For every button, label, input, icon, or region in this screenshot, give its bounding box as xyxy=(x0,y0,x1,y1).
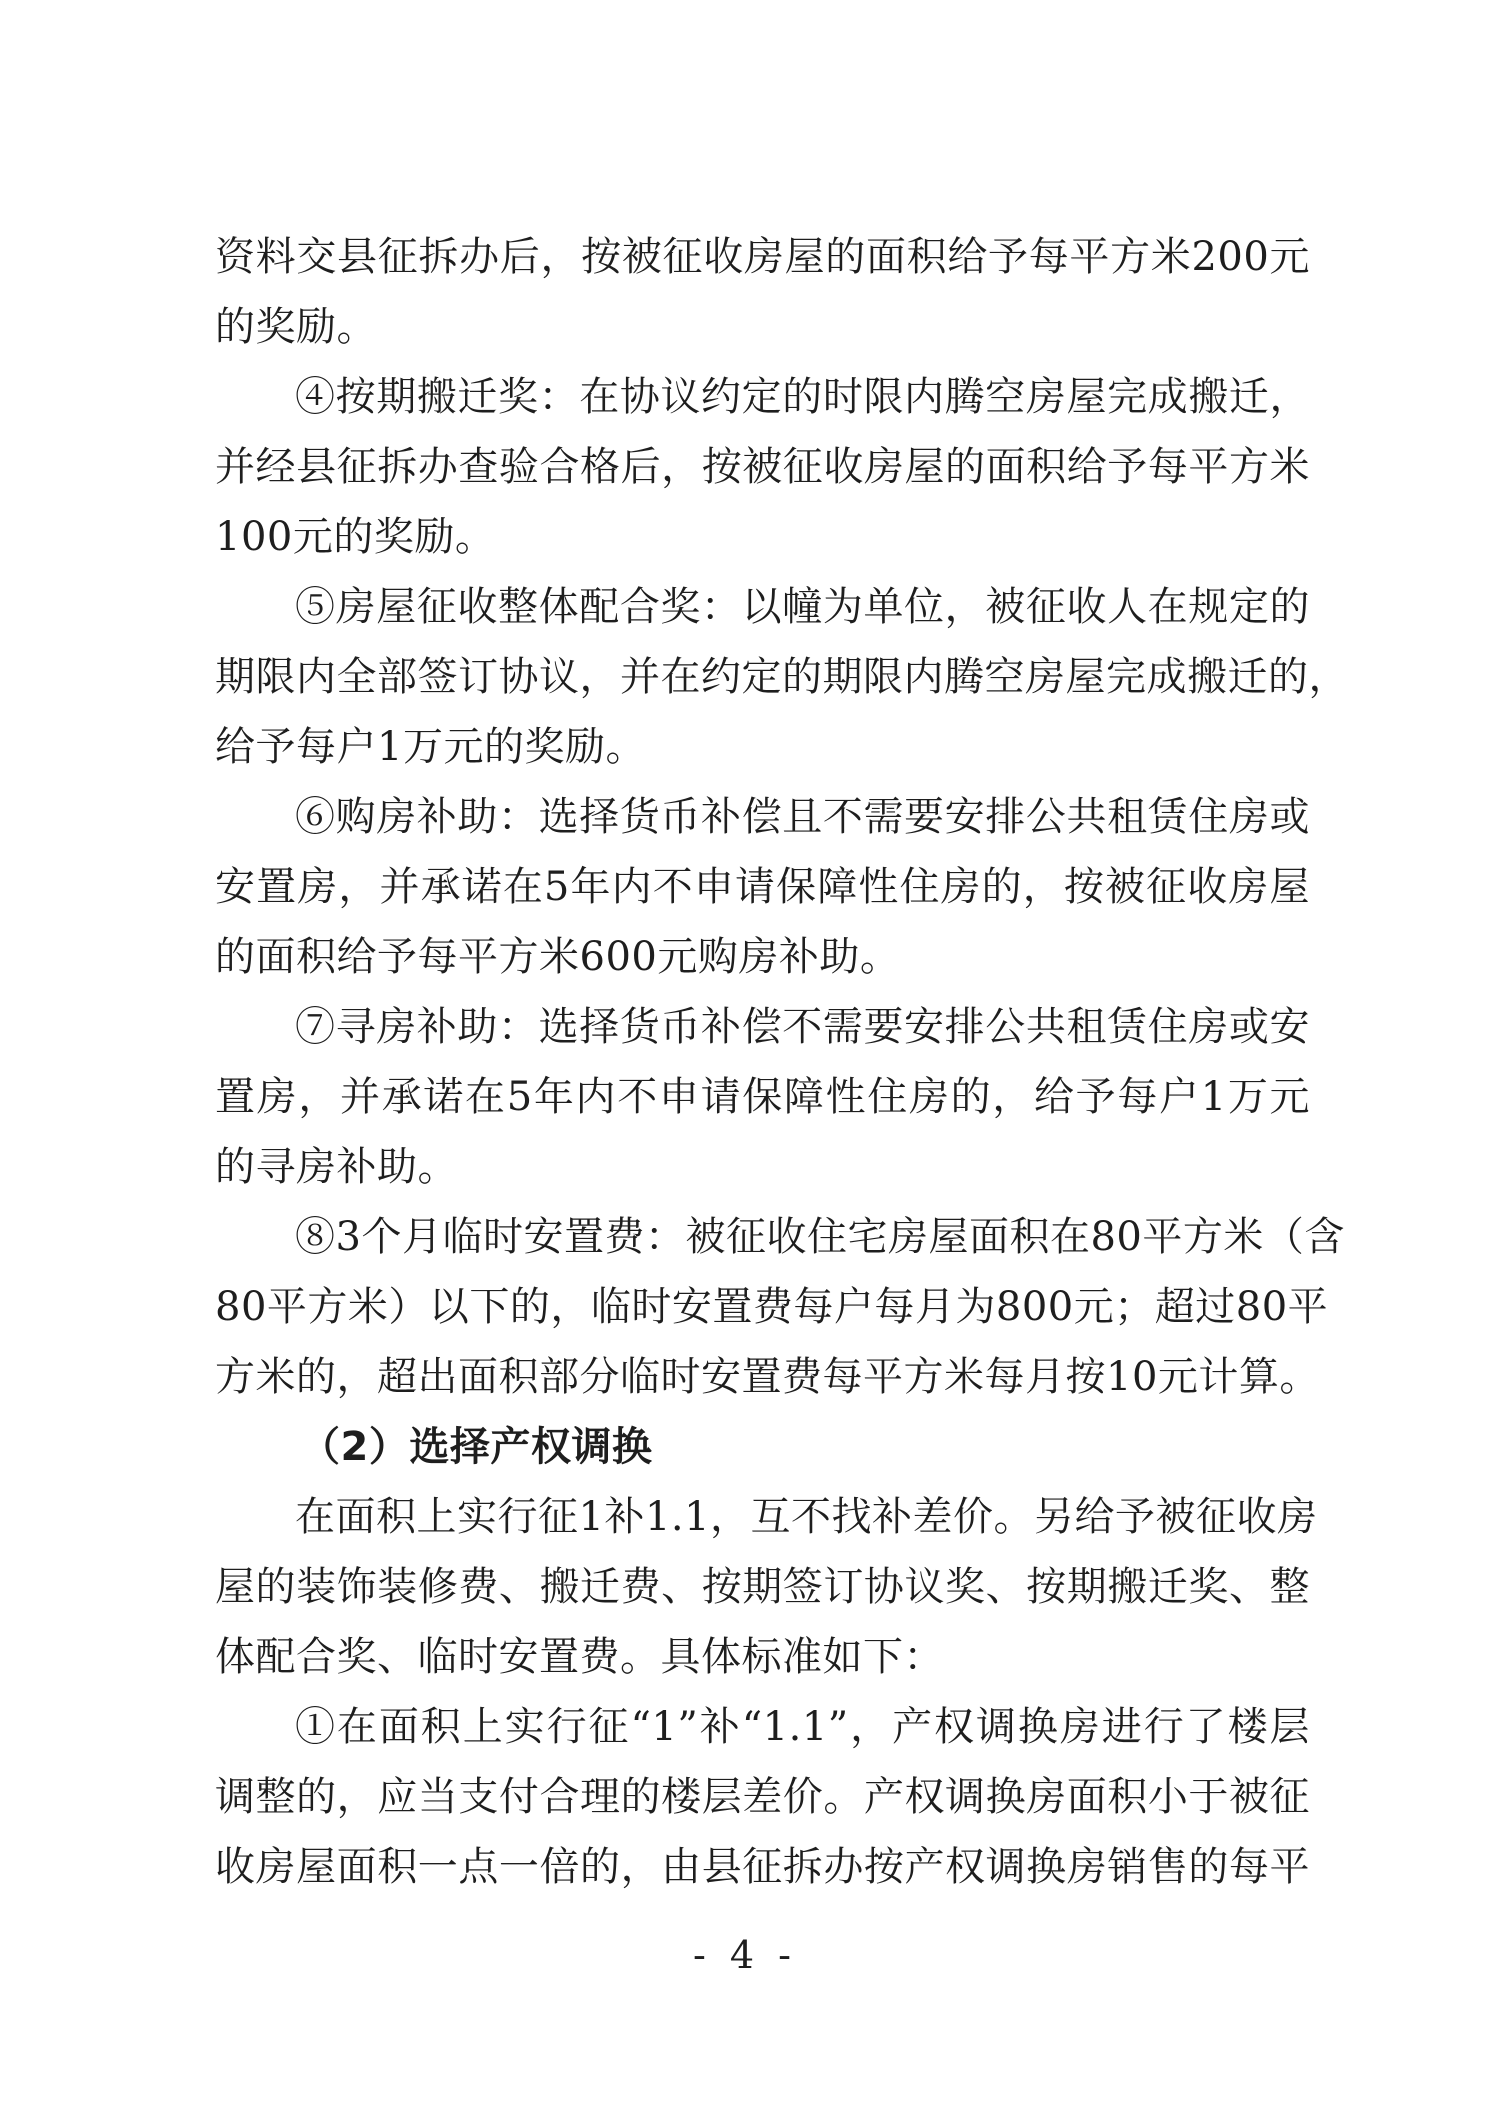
text-line: 收房屋面积一点一倍的，由县征拆办按产权调换房销售的每平 xyxy=(215,1844,1310,1890)
page-number: - 4 - xyxy=(692,1933,797,1977)
section-heading: （2）选择产权调换 xyxy=(300,1424,653,1470)
text-line: ⑦寻房补助：选择货币补偿不需要安排公共租赁住房或安 xyxy=(295,1004,1310,1050)
text-line: 方米的，超出面积部分临时安置费每平方米每月按10元计算。 xyxy=(215,1354,1320,1400)
text-line: 80平方米）以下的，临时安置费每户每月为800元；超过80平 xyxy=(215,1284,1329,1330)
text-line: 的寻房补助。 xyxy=(215,1144,458,1190)
text-line: 的奖励。 xyxy=(215,304,377,350)
text-line: ⑤房屋征收整体配合奖：以幢为单位，被征收人在规定的 xyxy=(295,584,1310,630)
text-line: 的面积给予每平方米600元购房补助。 xyxy=(215,934,901,980)
text-line: ①在面积上实行征“1”补“1.1”，产权调换房进行了楼层 xyxy=(295,1704,1310,1750)
text-line: ④按期搬迁奖：在协议约定的时限内腾空房屋完成搬迁， xyxy=(295,374,1310,420)
text-line: 调整的，应当支付合理的楼层差价。产权调换房面积小于被征 xyxy=(215,1774,1310,1820)
text-line: 置房，并承诺在5年内不申请保障性住房的，给予每户1万元 xyxy=(215,1074,1310,1120)
text-line: 体配合奖、临时安置费。具体标准如下： xyxy=(215,1634,944,1680)
text-line: 在面积上实行征1补1.1，互不找补差价。另给予被征收房 xyxy=(295,1494,1318,1540)
text-line: ⑥购房补助：选择货币补偿且不需要安排公共租赁住房或 xyxy=(295,794,1310,840)
text-line: 屋的装饰装修费、搬迁费、按期签订协议奖、按期搬迁奖、整 xyxy=(215,1564,1310,1610)
text-line: ⑧3个月临时安置费：被征收住宅房屋面积在80平方米（含 xyxy=(295,1214,1345,1260)
text-line: 并经县征拆办查验合格后，按被征收房屋的面积给予每平方米 xyxy=(215,444,1310,490)
text-line: 安置房，并承诺在5年内不申请保障性住房的，按被征收房屋 xyxy=(215,864,1310,910)
text-line: 给予每户1万元的奖励。 xyxy=(215,724,646,770)
text-line: 资料交县征拆办后，按被征收房屋的面积给予每平方米200元 xyxy=(215,234,1310,280)
document-body xyxy=(215,222,1349,1902)
text-line: 期限内全部签订协议，并在约定的期限内腾空房屋完成搬迁的， xyxy=(215,654,1349,700)
text-line: 100元的奖励。 xyxy=(215,514,496,560)
